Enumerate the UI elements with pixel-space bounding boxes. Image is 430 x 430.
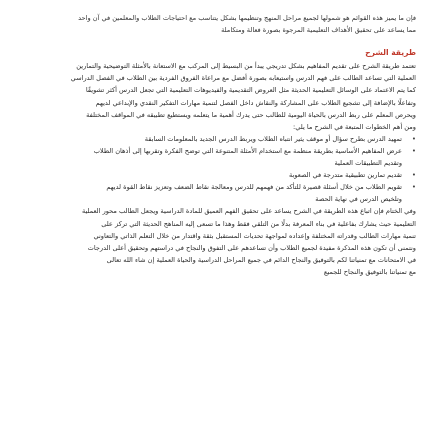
paragraph-line: ونتمنى أن تكون هذه المذكرة مفيدة لجميع الطلاب وأن تساعدهم على التفوق والنجاح في دراستهم وتحقيق أعلى الدرجات: [87, 243, 416, 252]
paragraph-line: مع تمنياتنا بالتوفيق والنجاح للجميع: [323, 267, 416, 276]
bullet-text: تمهيد الدرس بطرح سؤال أو موقف يثير انتباه الطلاب ويربط الدرس الجديد بالمعلومات السابقة: [144, 134, 402, 143]
bullet-text: عرض المفاهيم الأساسية بطريقة منظمة مع استخدام الأمثلة المتنوعة التي توضح الفكرة وتقربها إلى أذهان الطلاب: [93, 146, 402, 155]
paragraph-line: وتفاعلًا بالإضافة إلى تشجيع الطلاب على المشاركة والنقاش داخل الفصل لتنمية مهارات التفكير النقدي والإبداعي لديهم: [95, 98, 416, 107]
bullet-dot-icon: •: [411, 171, 416, 180]
bullet-item: [14, 133, 416, 145]
paragraph-1: [14, 60, 416, 133]
intro-line: فإن ما يميز هذه القوائم هو شمولها لجميع مراحل المنهج وتنظيمها بشكل يتناسب مع احتياجات الطلاب والمعلمين في آن واحد: [78, 14, 416, 22]
intro-paragraph: [14, 12, 416, 36]
paragraph-line: كما يتم الاعتماد على الوسائل التعليمية الحديثة مثل العروض التقديمية والفيديوهات التعليمية التي تجعل الدرس أكثر تشويقًا: [85, 86, 416, 95]
paragraph-line: ويحرص المعلم على ربط الدرس بالحياة اليومية للطالب حتى يدرك أهمية ما يتعلمه ويستطيع تطبيقه في المواقف المختلفة: [86, 110, 416, 119]
bullet-dot-icon: •: [411, 134, 416, 143]
paragraph-line: ومن أهم الخطوات المتبعة في الشرح ما يلي:: [293, 122, 416, 131]
bullet-list: [14, 133, 416, 206]
bullet-item: [14, 169, 416, 181]
paragraph-2: [14, 205, 416, 278]
bullet-continuation: وتقديم التطبيقات العملية: [334, 159, 402, 168]
paragraph-line: التعليمية حيث يشارك بفاعلية في بناء المعرفة بدلًا من التلقي فقط وهذا ما تسعى إليه المناهج الحديثة التي تركز على: [101, 219, 416, 228]
paragraph-line: تنمية مهارات الطالب وقدراته المختلفة وإعداده لمواجهة تحديات المستقبل بثقة واقتدار من خلال التعلم الذاتي والتعاوني: [93, 231, 416, 240]
bullet-dot-icon: •: [411, 183, 416, 192]
bullet-text: تقديم تمارين تطبيقية متدرجة في الصعوبة: [288, 171, 402, 180]
bullet-continuation: وتلخيص الدرس في نهاية الحصة: [315, 195, 402, 204]
paragraph-line: في الامتحانات مع تمنياتنا لكم بالتوفيق والنجاح الدائم في جميع المراحل الدراسية والحياة العملية إن شاء الله تعالى: [106, 255, 416, 264]
bullet-dot-icon: •: [411, 146, 416, 155]
bullet-item: [14, 181, 416, 193]
section-heading: طريقة الشرح: [365, 48, 416, 58]
paragraph-line: وفي الختام فإن اتباع هذه الطريقة في الشرح يساعد على تحقيق الفهم العميق للمادة الدراسية ويجعل الطالب محور العملية: [81, 207, 416, 216]
paragraph-line: العملية التي تساعد الطالب على فهم الدرس واستيعابه بصورة أفضل مع مراعاة الفروق الفردية بين الطلاب في الفصل الدراسي: [70, 74, 416, 83]
bullet-text: تقويم الطلاب من خلال أسئلة قصيرة للتأكد من فهمهم للدرس ومعالجة نقاط الضعف وتعزيز نقاط القوة لديهم: [106, 183, 402, 192]
bullet-item: [14, 145, 416, 157]
paragraph-line: تعتمد طريقة الشرح على تقديم المفاهيم بشكل تدريجي يبدأ من البسيط إلى المركب مع الاستعانة بالأمثلة التوضيحية والتمارين: [76, 62, 416, 71]
intro-line: مما يساعد على تحقيق الأهداف التعليمية المرجوة بصورة فعالة ومتكاملة: [221, 26, 416, 35]
